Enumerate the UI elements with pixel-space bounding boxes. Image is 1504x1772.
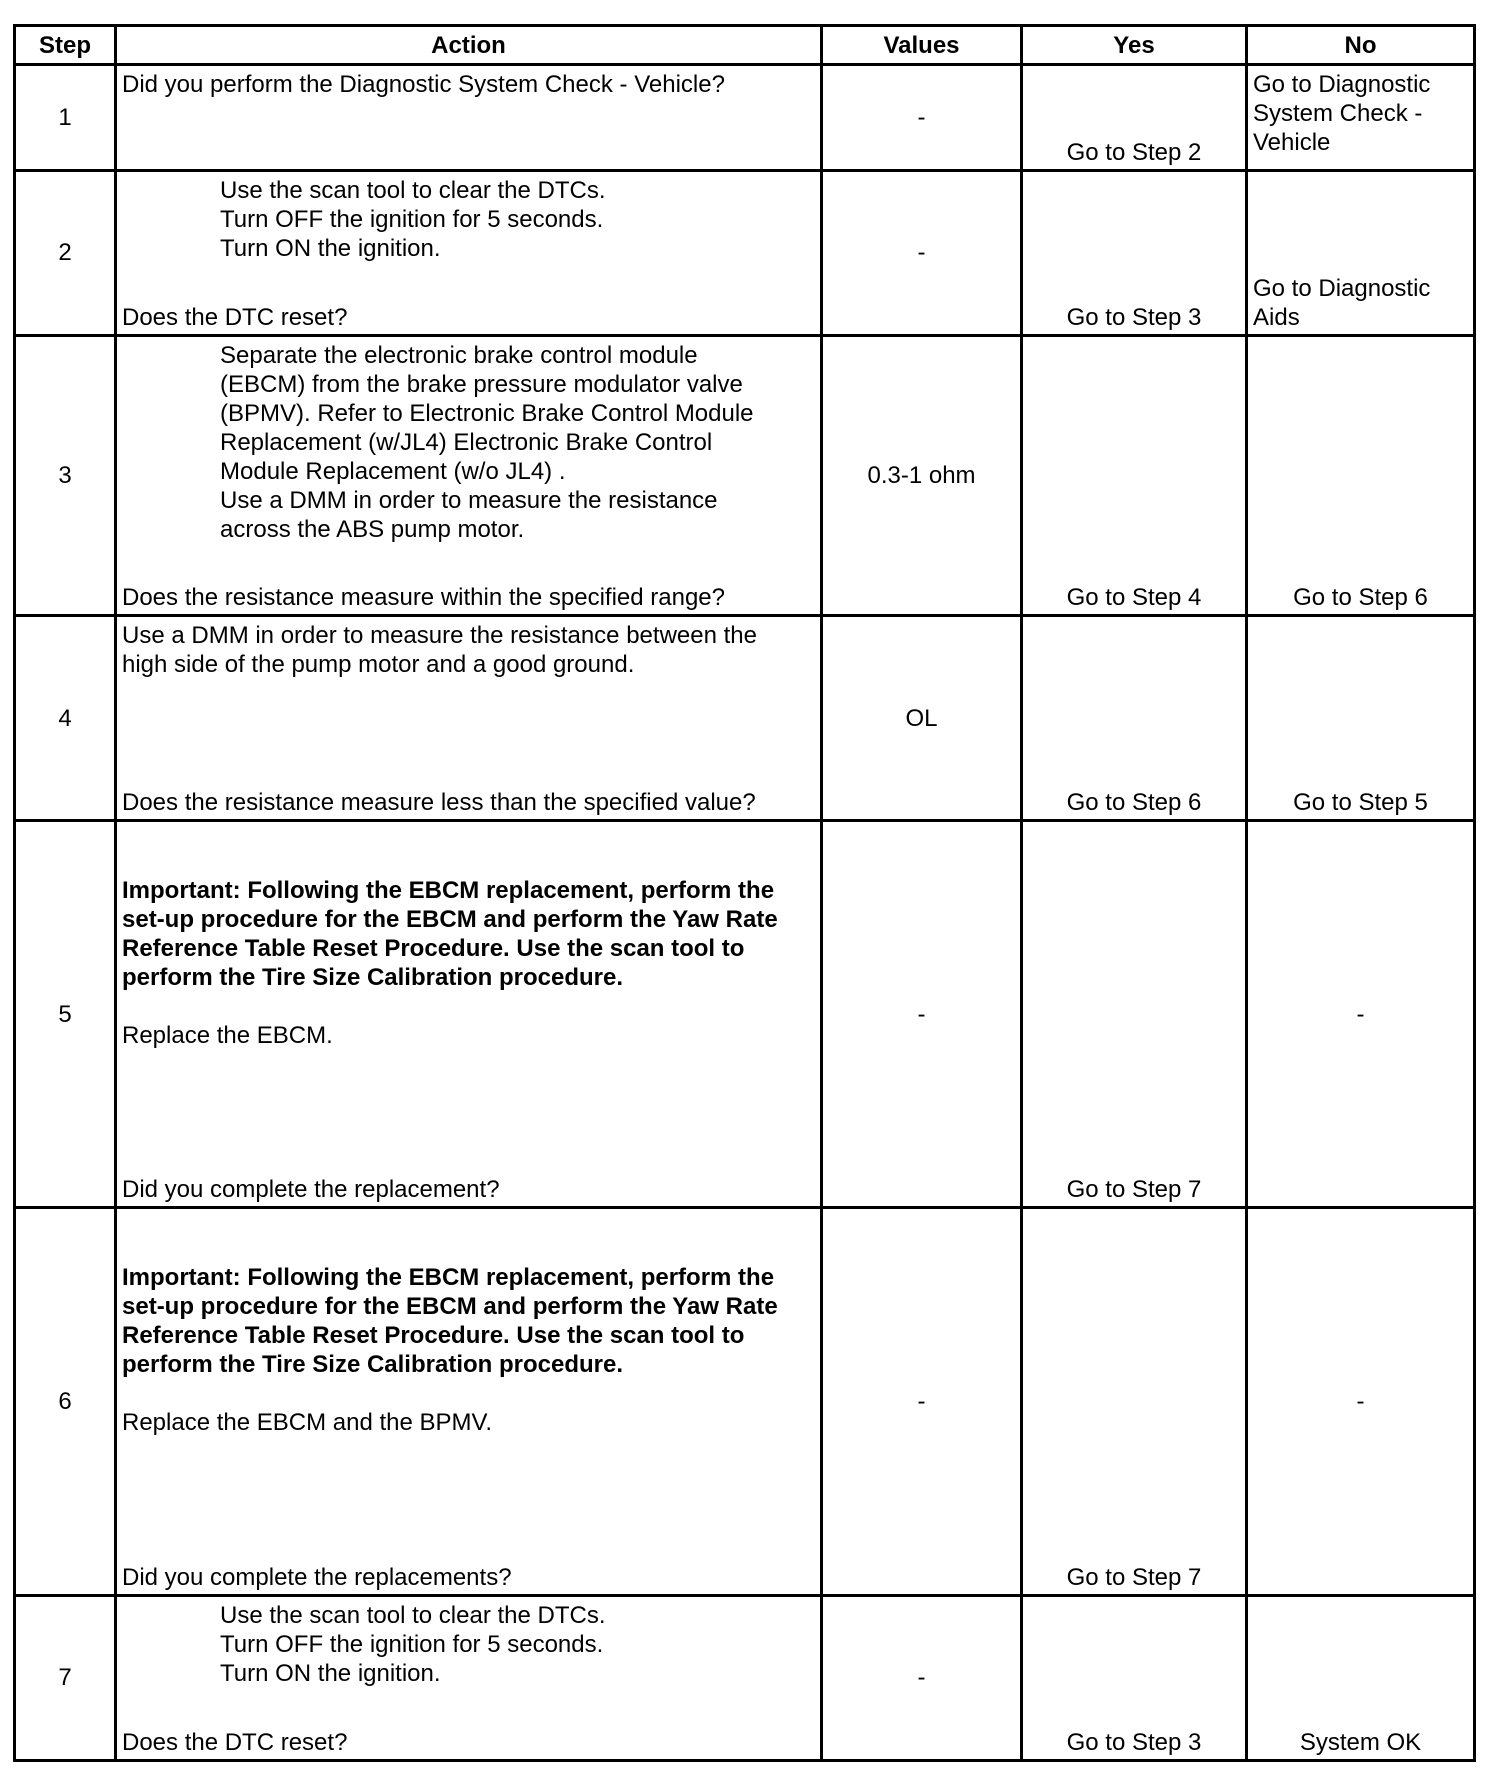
yes-outcome: Go to Step 7 bbox=[1066, 1176, 1202, 1204]
action-cell bbox=[116, 1208, 822, 1595]
yes-cell bbox=[1022, 821, 1247, 1208]
step-number: 6 bbox=[15, 1208, 116, 1595]
yes-cell bbox=[1022, 336, 1247, 616]
yes-outcome: Go to Step 3 bbox=[1066, 304, 1202, 332]
instruction-line: Turn ON the ignition. bbox=[220, 234, 441, 262]
diagnostic-table bbox=[13, 24, 1476, 1762]
header-row bbox=[15, 26, 1475, 65]
value-cell: - bbox=[822, 1595, 1022, 1760]
instruction-line: Use the scan tool to clear the DTCs. bbox=[220, 1601, 606, 1629]
table-row-step-4 bbox=[15, 616, 1475, 821]
no-cell bbox=[1247, 170, 1475, 335]
no-cell: - bbox=[1247, 1208, 1475, 1595]
table-row-step-6 bbox=[15, 1208, 1475, 1595]
yes-outcome: Go to Step 4 bbox=[1066, 584, 1202, 612]
step-number: 1 bbox=[15, 65, 116, 171]
yes-outcome: Go to Step 3 bbox=[1066, 1729, 1202, 1756]
yes-outcome: Go to Step 2 bbox=[1066, 138, 1202, 166]
instruction-line: Separate the electronic brake control module bbox=[220, 342, 698, 370]
action-question: Does the resistance measure within the specified range? bbox=[122, 584, 725, 612]
instruction-line: Use a DMM in order to measure the resistance bbox=[220, 487, 718, 515]
header-yes: Yes bbox=[1022, 26, 1247, 65]
yes-cell bbox=[1022, 1208, 1247, 1595]
action-cell bbox=[116, 1595, 822, 1760]
no-outcome: Go to Step 6 bbox=[1293, 584, 1428, 612]
important-note bbox=[122, 1263, 816, 1379]
action-question: Does the resistance measure less than the specified value? bbox=[122, 789, 756, 817]
instruction-list bbox=[122, 1601, 816, 1688]
action-body bbox=[122, 826, 816, 1050]
important-note bbox=[122, 876, 816, 992]
no-cell bbox=[1247, 616, 1475, 821]
header-no: No bbox=[1247, 26, 1475, 65]
value-cell: - bbox=[822, 170, 1022, 335]
value-cell: 0.3-1 ohm bbox=[822, 336, 1022, 616]
instruction-line: high side of the pump motor and a good ground. bbox=[122, 651, 635, 679]
instruction-line: (BPMV). Refer to Electronic Brake Control Module bbox=[220, 400, 754, 428]
yes-outcome: Go to Step 6 bbox=[1066, 789, 1202, 817]
instruction-line: Turn OFF the ignition for 5 seconds. bbox=[220, 1630, 604, 1658]
no-cell bbox=[1247, 336, 1475, 616]
important-line: set-up procedure for the EBCM and perform the Yaw Rate bbox=[122, 1293, 778, 1321]
table-row-step-3 bbox=[15, 336, 1475, 616]
instruction-list bbox=[122, 341, 816, 544]
value-cell: - bbox=[822, 821, 1022, 1208]
instruction-list bbox=[122, 621, 816, 679]
no-cell bbox=[1247, 1595, 1475, 1760]
step-number: 2 bbox=[15, 170, 116, 335]
table-row-step-7 bbox=[15, 1595, 1475, 1760]
instruction-line: Use the scan tool to clear the DTCs. bbox=[220, 176, 606, 204]
action-cell bbox=[116, 821, 822, 1208]
instruction-line: Turn ON the ignition. bbox=[220, 1659, 441, 1687]
action-body bbox=[122, 1213, 816, 1437]
no-outcome: Go to Step 5 bbox=[1293, 789, 1428, 817]
step-number: 5 bbox=[15, 821, 116, 1208]
action-question: Did you complete the replacements? bbox=[122, 1563, 512, 1591]
important-line: perform the Tire Size Calibration procedure. bbox=[122, 964, 623, 992]
yes-cell bbox=[1022, 170, 1247, 335]
action-cell bbox=[116, 170, 822, 335]
action-cell bbox=[116, 65, 822, 171]
instruction-line: Module Replacement (w/o JL4) . bbox=[220, 458, 566, 486]
table-row-step-2 bbox=[15, 170, 1475, 335]
header-action: Action bbox=[116, 26, 822, 65]
table-row-step-5 bbox=[15, 821, 1475, 1208]
important-line: set-up procedure for the EBCM and perform the Yaw Rate bbox=[122, 906, 778, 934]
header-step: Step bbox=[15, 26, 116, 65]
instruction-line: Replacement (w/JL4) Electronic Brake Control bbox=[220, 429, 713, 457]
yes-cell bbox=[1022, 616, 1247, 821]
important-line: Reference Table Reset Procedure. Use the scan tool to bbox=[122, 1322, 745, 1350]
step-number: 3 bbox=[15, 336, 116, 616]
value-cell: - bbox=[822, 1208, 1022, 1595]
action-cell bbox=[116, 336, 822, 616]
action-cell bbox=[116, 616, 822, 821]
action-question: Did you complete the replacement? bbox=[122, 1176, 500, 1204]
action-question: Did you perform the Diagnostic System Check - Vehicle? bbox=[122, 71, 725, 98]
no-outcome-line: Vehicle bbox=[1253, 129, 1331, 156]
no-outcome-line: Go to Diagnostic bbox=[1253, 71, 1431, 98]
important-line: Important: Following the EBCM replacement, perform the bbox=[122, 877, 775, 905]
yes-cell bbox=[1022, 65, 1247, 171]
no-outcome-line: Aids bbox=[1253, 304, 1300, 332]
instruction-list bbox=[122, 176, 816, 263]
instruction-line: across the ABS pump motor. bbox=[220, 516, 525, 544]
action-question: Does the DTC reset? bbox=[122, 304, 348, 332]
step-number: 4 bbox=[15, 616, 116, 821]
action-text: Replace the EBCM and the BPMV. bbox=[122, 1409, 492, 1437]
header-values: Values bbox=[822, 26, 1022, 65]
value-cell: - bbox=[822, 65, 1022, 171]
no-cell: - bbox=[1247, 821, 1475, 1208]
important-line: perform the Tire Size Calibration procedure. bbox=[122, 1351, 623, 1379]
no-cell bbox=[1247, 65, 1475, 171]
action-question: Does the DTC reset? bbox=[122, 1729, 348, 1756]
instruction-line: Use a DMM in order to measure the resistance between the bbox=[122, 622, 757, 650]
no-outcome-line: Go to Diagnostic bbox=[1253, 275, 1431, 303]
value-cell: OL bbox=[822, 616, 1022, 821]
yes-cell bbox=[1022, 1595, 1247, 1760]
no-outcome-line: System Check - bbox=[1253, 100, 1423, 127]
important-line: Reference Table Reset Procedure. Use the scan tool to bbox=[122, 935, 745, 963]
step-number: 7 bbox=[15, 1595, 116, 1760]
important-line: Important: Following the EBCM replacement, perform the bbox=[122, 1264, 775, 1292]
no-outcome: System OK bbox=[1299, 1729, 1422, 1756]
table-row-step-1 bbox=[15, 65, 1475, 171]
instruction-line: Turn OFF the ignition for 5 seconds. bbox=[220, 205, 604, 233]
action-text: Replace the EBCM. bbox=[122, 1022, 333, 1050]
yes-outcome: Go to Step 7 bbox=[1066, 1563, 1202, 1591]
instruction-line: (EBCM) from the brake pressure modulator valve bbox=[220, 371, 743, 399]
